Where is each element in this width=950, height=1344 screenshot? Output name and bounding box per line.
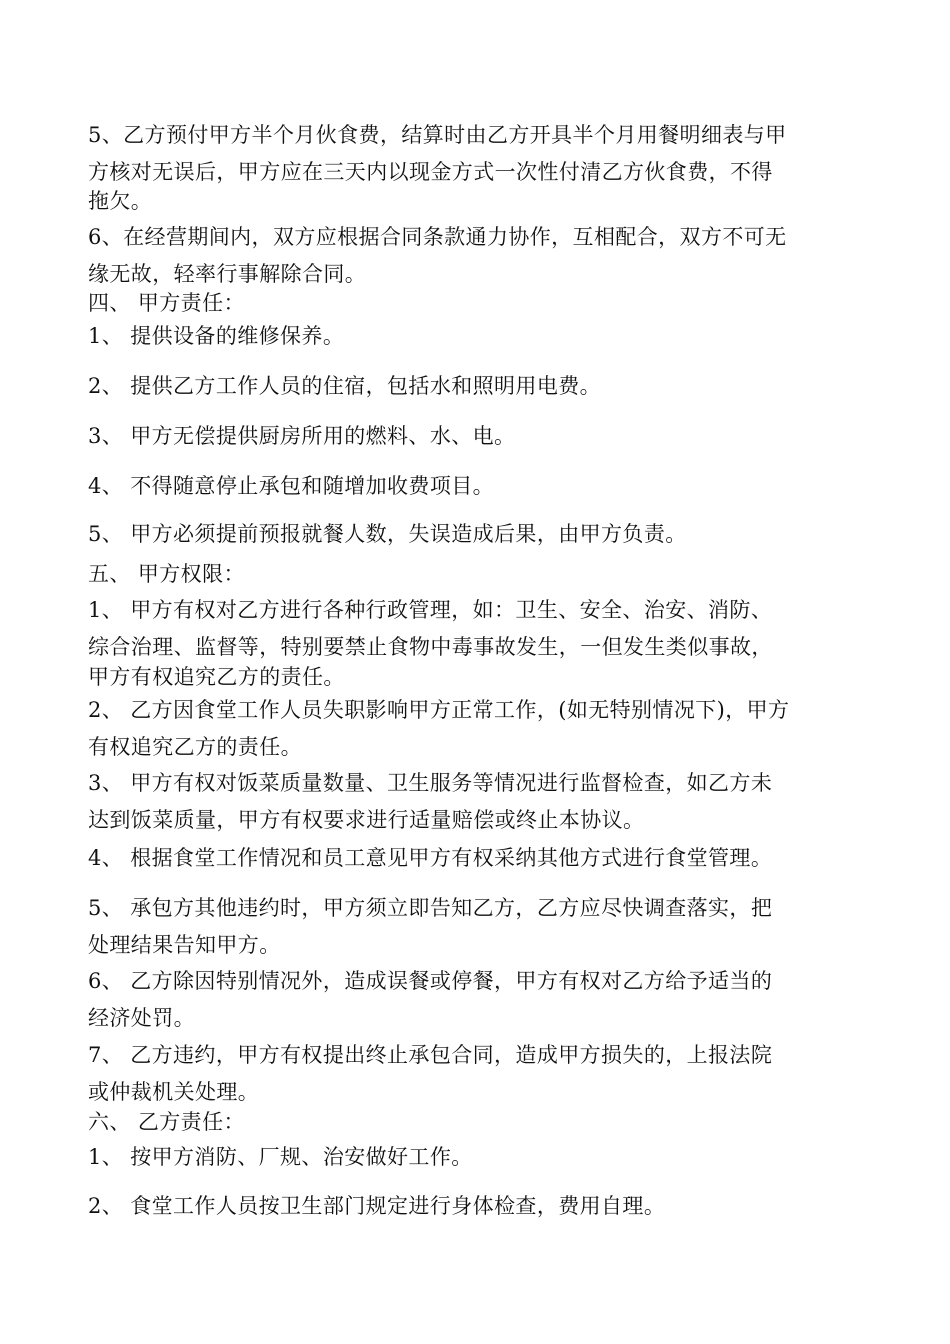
text-line: 1、 按甲方消防、厂规、治安做好工作。 <box>88 1145 473 1169</box>
text-line: 缘无故，轻率行事解除合同。 <box>88 262 367 286</box>
text-line: 2、 食堂工作人员按卫生部门规定进行身体检查，费用自理。 <box>88 1194 666 1218</box>
text-line: 处理结果告知甲方。 <box>88 933 281 957</box>
text-line: 4、 根据食堂工作情况和员工意见甲方有权采纳其他方式进行食堂管理。 <box>88 846 773 870</box>
text-line: 甲方有权追究乙方的责任。 <box>88 665 345 689</box>
text-line: 6、在经营期间内，双方应根据合同条款通力协作，互相配合，双方不可无 <box>88 225 787 249</box>
section-heading: 四、 甲方责任： <box>88 291 245 315</box>
section-heading: 五、 甲方权限： <box>88 562 245 586</box>
text-line: 7、 乙方违约，甲方有权提出终止承包合同，造成甲方损失的，上报法院 <box>88 1043 773 1067</box>
text-line: 6、 乙方除因特别情况外，造成误餐或停餐，甲方有权对乙方给予适当的 <box>88 969 773 993</box>
text-line: 5、 甲方必须提前预报就餐人数，失误造成后果，由甲方负责。 <box>88 522 687 546</box>
text-line: 综合治理、监督等，特别要禁止食物中毒事故发生，一但发生类似事故， <box>88 635 773 659</box>
text-line: 2、 乙方因食堂工作人员失职影响甲方正常工作，(如无特别情况下)，甲方 <box>88 698 790 722</box>
text-line: 方核对无误后，甲方应在三天内以现金方式一次性付清乙方伙食费，不得 <box>88 160 773 184</box>
text-line: 5、 承包方其他违约时，甲方须立即告知乙方，乙方应尽快调查落实，把 <box>88 896 773 920</box>
text-line: 拖欠。 <box>88 189 153 213</box>
text-line: 经济处罚。 <box>88 1006 195 1030</box>
text-line: 5、乙方预付甲方半个月伙食费，结算时由乙方开具半个月用餐明细表与甲 <box>88 123 787 147</box>
text-line: 有权追究乙方的责任。 <box>88 735 302 759</box>
text-line: 3、 甲方有权对饭菜质量数量、卫生服务等情况进行监督检查，如乙方未 <box>88 771 773 795</box>
text-line: 达到饭菜质量，甲方有权要求进行适量赔偿或终止本协议。 <box>88 808 645 832</box>
text-line: 4、 不得随意停止承包和随增加收费项目。 <box>88 474 495 498</box>
text-line: 3、 甲方无偿提供厨房所用的燃料、水、电。 <box>88 424 516 448</box>
text-line: 1、 甲方有权对乙方进行各种行政管理，如：卫生、安全、治安、消防、 <box>88 598 773 622</box>
text-line: 2、 提供乙方工作人员的住宿，包括水和照明用电费。 <box>88 374 602 398</box>
section-heading: 六、 乙方责任： <box>88 1110 245 1134</box>
text-line: 1、 提供设备的维修保养。 <box>88 324 345 348</box>
text-line: 或仲裁机关处理。 <box>88 1080 260 1104</box>
